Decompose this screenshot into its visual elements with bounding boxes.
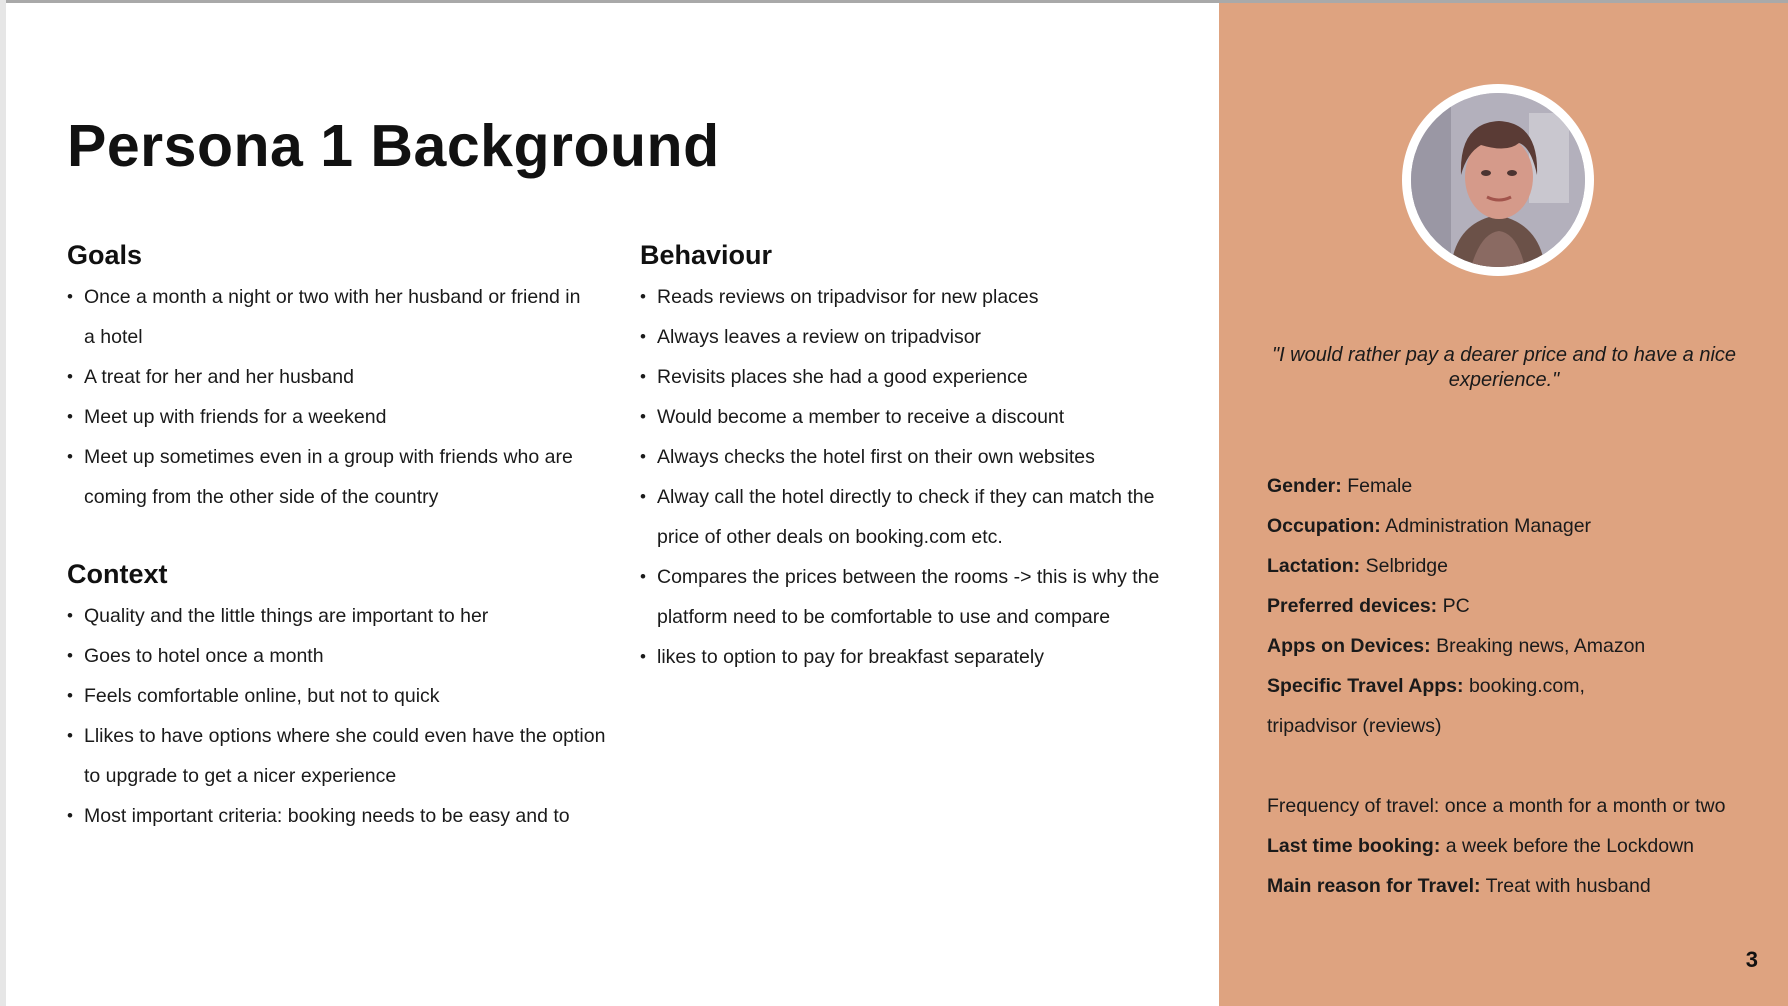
goals-heading: Goals — [67, 240, 143, 270]
behaviour-heading: Behaviour — [640, 240, 773, 270]
spacer — [1267, 746, 1767, 786]
list-item: • Always leaves a review on tripadvisor — [640, 317, 1180, 357]
list-item: • Meet up sometimes even in a group with friends who are coming from the other side of the country — [67, 437, 587, 517]
location-row — [1267, 546, 1767, 586]
list-item: • Goes to hotel once a month — [67, 636, 627, 676]
gender-label: Gender: — [1267, 475, 1342, 497]
frequency-row: Frequency of travel: once a month for a month or two — [1267, 795, 1726, 817]
persona-photo-illustration — [1411, 93, 1585, 267]
reason-label: Main reason for Travel: — [1267, 875, 1481, 897]
list-item: • Reads reviews on tripadvisor for new places — [640, 277, 1180, 317]
apps-row — [1267, 626, 1767, 666]
persona-photo — [1411, 93, 1585, 267]
list-item: • Llikes to have options where she could even have the option to upgrade to get a nicer experience — [67, 716, 627, 796]
gender-value: Female — [1347, 475, 1413, 497]
location-value: Selbridge — [1365, 555, 1448, 577]
location-label: Lactation: — [1267, 555, 1361, 577]
last-booking-label: Last time booking: — [1267, 835, 1441, 857]
page-title: Persona 1 Background — [67, 113, 720, 179]
travel-apps-value: booking.com, tripadvisor (reviews) — [1267, 675, 1585, 737]
devices-label: Preferred devices: — [1267, 595, 1438, 617]
travel-apps-label: Specific Travel Apps: — [1267, 675, 1464, 697]
travel-apps-row — [1267, 666, 1637, 746]
occupation-value: Administration Manager — [1385, 515, 1592, 537]
list-item: • Once a month a night or two with her husband or friend in a hotel — [67, 277, 587, 357]
list-item: • Would become a member to receive a discount — [640, 397, 1180, 437]
goals-section — [67, 240, 587, 517]
last-booking-row — [1267, 826, 1767, 866]
list-item: • Feels comfortable online, but not to quick — [67, 676, 627, 716]
occupation-label: Occupation: — [1267, 515, 1381, 537]
list-item: • Revisits places she had a good experience — [640, 357, 1180, 397]
behaviour-list — [640, 277, 1180, 677]
gender-row — [1267, 466, 1767, 506]
last-booking-value: a week before the Lockdown — [1445, 835, 1695, 857]
page-number: 3 — [1745, 947, 1758, 972]
list-item: • Quality and the little things are important to her — [67, 596, 627, 636]
avatar — [1402, 84, 1594, 276]
list-item: • Always checks the hotel first on their own websites — [640, 437, 1180, 477]
list-item: • A treat for her and her husband — [67, 357, 587, 397]
behaviour-section — [640, 240, 1180, 677]
apps-label: Apps on Devices: — [1267, 635, 1431, 657]
occupation-row — [1267, 506, 1767, 546]
devices-value: PC — [1442, 595, 1470, 617]
persona-quote: "I would rather pay a dearer price and to have a nice experience." — [1271, 344, 1737, 391]
list-item: • Compares the prices between the rooms -> this is why the platform need to be comfortable to use and compare — [640, 557, 1180, 637]
context-section — [67, 559, 627, 836]
context-list — [67, 596, 627, 836]
devices-row — [1267, 586, 1767, 626]
reason-value: Treat with husband — [1485, 875, 1651, 897]
apps-value: Breaking news, Amazon — [1436, 635, 1646, 657]
reason-row — [1267, 866, 1767, 906]
persona-profile-panel — [1219, 3, 1788, 1006]
goals-list — [67, 277, 587, 517]
list-item: • Alway call the hotel directly to check if they can match the price of other deals on booking.com etc. — [640, 477, 1180, 557]
list-item: • Most important criteria: booking needs to be easy and to — [67, 796, 627, 836]
list-item: • likes to option to pay for breakfast separately — [640, 637, 1180, 677]
context-heading: Context — [67, 559, 168, 589]
list-item: • Meet up with friends for a weekend — [67, 397, 587, 437]
persona-facts — [1267, 466, 1767, 906]
